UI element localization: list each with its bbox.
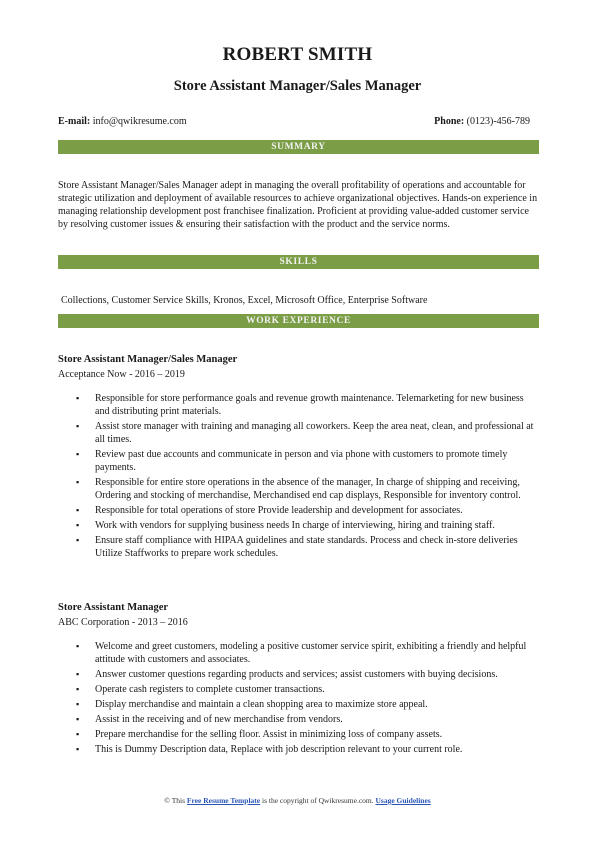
job-company-dates: Acceptance Now - 2016 – 2019 xyxy=(58,369,185,380)
phone-label: Phone: xyxy=(434,116,465,127)
bullet-icon: ▪ xyxy=(76,449,80,459)
duty-item: ▪ Welcome and greet customers, modeling a positive customer service spirit, exhibiting a friendly and helpful attitude with customers and associates. xyxy=(76,641,527,665)
duty-item: ▪ Assist in the receiving and of new merchandise from vendors. xyxy=(76,714,343,725)
duty-item: ▪ Work with vendors for supplying business needs In charge of interviewing, hiring and training staff. xyxy=(76,520,495,531)
job-title: Store Assistant Manager xyxy=(58,602,169,613)
duty-item: ▪ Responsible for entire store operations in the absence of the manager, In charge of shipping and receiving, Ordering and stocking of merchandise, Merchandised end cap displays, Responsible for inventory control. xyxy=(76,477,521,501)
summary-heading: SUMMARY xyxy=(58,140,539,154)
email-label: E-mail: xyxy=(58,116,91,127)
bullet-icon: ▪ xyxy=(76,641,80,651)
bullet-icon: ▪ xyxy=(76,505,80,515)
bullet-icon: ▪ xyxy=(76,714,80,724)
bullet-icon: ▪ xyxy=(76,699,80,709)
work-experience-heading: WORK EXPERIENCE xyxy=(58,314,539,328)
candidate-title: Store Assistant Manager/Sales Manager xyxy=(173,78,422,94)
skills-text: Collections, Customer Service Skills, Kronos, Excel, Microsoft Office, Enterprise Software xyxy=(61,295,428,306)
job-entry xyxy=(58,601,539,758)
duty-item: ▪ Review past due accounts and communicate in person and via phone with customers to promote timely payments. xyxy=(76,449,508,473)
footer-copyright-text: is the copyright of Qwikresume.com. xyxy=(261,796,374,805)
duty-item: ▪ Prepare merchandise for the selling floor. Assist in minimizing loss of company assets. xyxy=(76,729,443,740)
job-title: Store Assistant Manager/Sales Manager xyxy=(58,354,238,365)
free-resume-template-link[interactable]: Free Resume Template xyxy=(186,796,261,805)
skills-heading: SKILLS xyxy=(58,255,539,269)
candidate-name: ROBERT SMITH xyxy=(222,44,373,65)
bullet-icon: ▪ xyxy=(76,684,80,694)
phone-value: (0123)-456-789 xyxy=(466,116,530,127)
bullet-icon: ▪ xyxy=(76,669,80,679)
duty-item: ▪ Assist store manager with training and managing all coworkers. Keep the area neat, clean, and professional at all times. xyxy=(76,421,534,445)
footer-prefix: © This xyxy=(164,796,186,805)
footer xyxy=(0,796,595,805)
duty-item: ▪ Operate cash registers to complete customer transactions. xyxy=(76,684,325,695)
summary-text: Store Assistant Manager/Sales Manager adept in managing the overall profitability of operations and accountable for strategic utilization and deployment of available resources to achieve organizational objectives. Hands-on experience in managing relationship development post franchisee finalization. Proficient at providing value-added customer service by resolving customer issues & ensuring their satisfaction with the product and the service norms. xyxy=(58,180,538,230)
duty-item: ▪ Display merchandise and maintain a clean shopping area to maximize store appeal. xyxy=(76,699,428,710)
bullet-icon: ▪ xyxy=(76,744,80,754)
duty-item: ▪ This is Dummy Description data, Replace with job description relevant to your current role. xyxy=(76,744,463,755)
bullet-icon: ▪ xyxy=(76,477,80,487)
duty-item: ▪ Ensure staff compliance with HIPAA guidelines and state standards. Process and check in-store deliveries Utilize Staffworks to prepare work schedules. xyxy=(76,535,518,559)
bullet-icon: ▪ xyxy=(76,393,80,403)
duty-item: ▪ Responsible for store performance goals and revenue growth maintenance. Telemarketing for new business and distributing print materials. xyxy=(76,393,524,417)
usage-guidelines-link[interactable]: Usage Guidelines xyxy=(375,796,431,805)
duty-list xyxy=(58,640,539,756)
bullet-icon: ▪ xyxy=(76,535,80,545)
email-block xyxy=(58,116,187,127)
phone-block xyxy=(434,116,530,127)
duty-list xyxy=(58,392,539,560)
duty-item: ▪ Answer customer questions regarding products and services; assist customers with buying decisions. xyxy=(76,669,498,680)
bullet-icon: ▪ xyxy=(76,520,80,530)
bullet-icon: ▪ xyxy=(76,729,80,739)
email-value: info@qwikresume.com xyxy=(92,116,187,127)
bullet-icon: ▪ xyxy=(76,421,80,431)
job-company-dates: ABC Corporation - 2013 – 2016 xyxy=(58,617,188,628)
duty-item: ▪ Responsible for total operations of store Provide leadership and development for associates. xyxy=(76,505,463,516)
job-entry xyxy=(58,353,539,562)
